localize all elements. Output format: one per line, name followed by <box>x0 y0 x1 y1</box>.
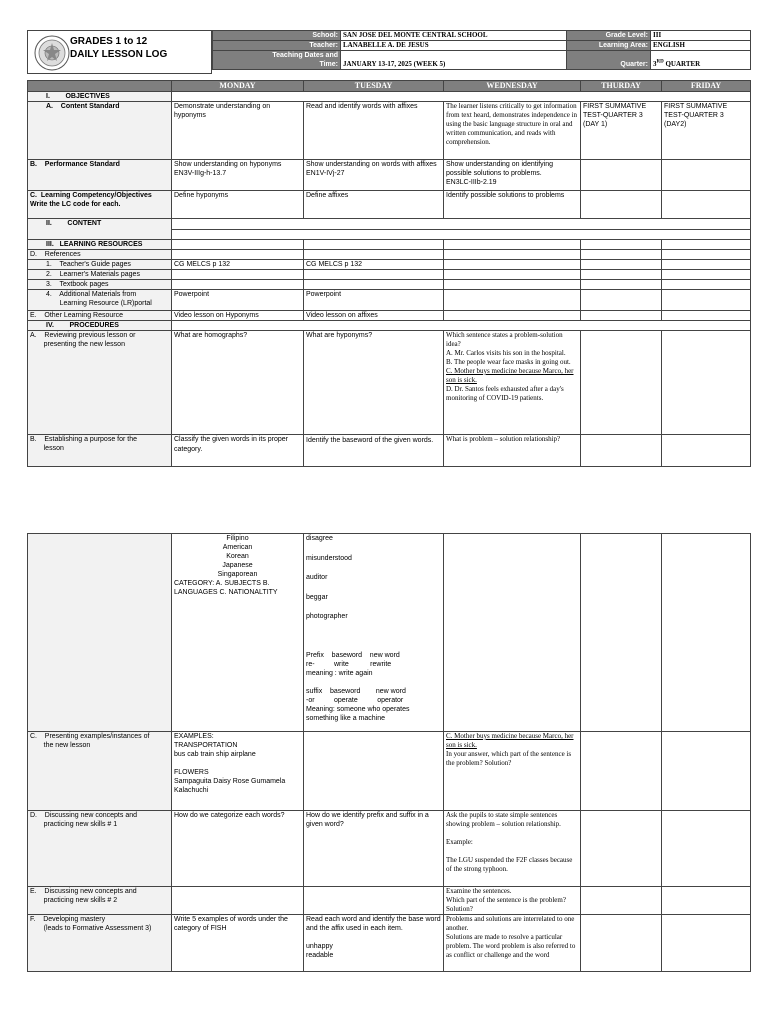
tb-monday <box>172 280 304 290</box>
content-label: II. CONTENT <box>28 219 172 240</box>
lr-tuesday <box>304 240 444 250</box>
tg-wednesday <box>444 260 581 270</box>
lc-tuesday: Define affixes <box>304 191 444 219</box>
lc-thursday <box>581 191 662 219</box>
refs-monday <box>172 250 304 260</box>
lesson-table-page2 <box>27 533 751 972</box>
references-label: D. References <box>28 250 172 260</box>
refs-tuesday <box>304 250 444 260</box>
d2-wednesday: Examine the sentences. Which part of the sentence is the problem? Solution? <box>444 887 581 915</box>
review-wed-option-d: D. Dr. Santos feels exhausted after a day's monitoring of COVID-19 patients. <box>446 385 564 402</box>
cont-thursday <box>581 534 662 732</box>
procedures-row <box>28 321 751 331</box>
tg-friday <box>662 260 751 270</box>
m-wednesday: Problems and solutions are interrelated to one another. Solutions are made to resolve a particular problem. The word problem is also referred to as conflict or challenge and the word <box>444 915 581 972</box>
ps-monday: Show understanding on hyponyms EN3V-IIIg-h-13.7 <box>172 160 304 191</box>
m-tuesday: Read each word and identify the base word and the affix used in each item. unhappy readable <box>304 915 444 972</box>
d2-monday <box>172 887 304 915</box>
other-resource-row <box>28 311 751 321</box>
school-label: School: <box>213 31 341 41</box>
review-wed-options: Which sentence states a problem-solution idea? A. Mr. Carlos visits his son in the hospital. B. The people wear face masks in going out. <box>446 331 571 366</box>
school-value: SAN JOSE DEL MONTE CENTRAL SCHOOL <box>341 31 567 41</box>
pres-wed-question: In your answer, which part of the sentence is the problem? Solution? <box>446 750 572 767</box>
lm-monday <box>172 270 304 280</box>
title-daily-lesson-log: DAILY LESSON LOG <box>70 49 168 60</box>
lc-friday <box>662 191 751 219</box>
presenting-label: C. Presenting examples/instances of the new lesson <box>28 732 172 811</box>
lm-friday <box>662 270 751 280</box>
prefix-example: Prefix baseword new word re- write rewrite meaning : write again <box>306 652 400 678</box>
ps-friday <box>662 160 751 191</box>
day-wednesday: WEDNESDAY <box>444 81 581 92</box>
review-monday: What are homographs? <box>172 331 304 435</box>
cs-tuesday: Read and identify words with affixes <box>304 102 444 160</box>
review-tuesday: What are hyponyms? <box>304 331 444 435</box>
refs-thursday <box>581 250 662 260</box>
content-row <box>28 219 751 230</box>
tb-thursday <box>581 280 662 290</box>
objectives-label: I. OBJECTIVES <box>28 92 172 102</box>
reviewing-row <box>28 331 751 435</box>
reviewing-label: A. Reviewing previous lesson or presenting the new lesson <box>28 331 172 435</box>
teacher-label: Teacher: <box>213 41 341 51</box>
pres-friday <box>662 732 751 811</box>
day-friday: FRIDAY <box>662 81 751 92</box>
pres-tuesday <box>304 732 444 811</box>
quarter-text: QUARTER <box>663 60 701 68</box>
or-tuesday: Video lesson on affixes <box>304 311 444 321</box>
purpose-continued-row <box>28 534 751 732</box>
purpose-wednesday: What is problem – solution relationship? <box>444 435 581 467</box>
learning-competency-row <box>28 191 751 219</box>
d1-wednesday: Ask the pupils to state simple sentences showing problem – solution relationship. Example: The LGU suspended the F2F classes because of the strong typhoon. <box>444 811 581 887</box>
day-thursday: THURDAY <box>581 81 662 92</box>
procedures-label: IV. PROCEDURES <box>28 321 172 331</box>
lesson-table-page1 <box>27 80 751 467</box>
pres-monday: EXAMPLES: TRANSPORTATION bus cab train ship airplane FLOWERS Sampaguita Daisy Rose Gumamela Kalachuchi <box>172 732 304 811</box>
quarter-num: 3 <box>653 60 657 68</box>
lm-thursday <box>581 270 662 280</box>
teacher-value: LANABELLE A. DE JESUS <box>341 41 567 51</box>
review-friday <box>662 331 751 435</box>
am-monday: Powerpoint <box>172 290 304 311</box>
textbook-label: 3. Textbook pages <box>28 280 172 290</box>
content-standard-row <box>28 102 751 160</box>
or-wednesday <box>444 311 581 321</box>
or-friday <box>662 311 751 321</box>
tb-wednesday <box>444 280 581 290</box>
d1-friday <box>662 811 751 887</box>
purpose-thursday <box>581 435 662 467</box>
day-monday: MONDAY <box>172 81 304 92</box>
tg-thursday <box>581 260 662 270</box>
spacer-2 <box>306 678 441 687</box>
purpose-friday <box>662 435 751 467</box>
purpose-label: B. Establishing a purpose for the lesson <box>28 435 172 467</box>
pres-wednesday <box>444 732 581 811</box>
purpose-row <box>28 435 751 467</box>
cont-monday <box>172 534 304 732</box>
lr-thursday <box>581 240 662 250</box>
cont-wednesday <box>444 534 581 732</box>
cs-monday: Demonstrate understanding on hyponyms <box>172 102 304 160</box>
lm-tuesday <box>304 270 444 280</box>
am-wednesday <box>444 290 581 311</box>
cont-tuesday <box>304 534 444 732</box>
tg-monday: CG MELCS p 132 <box>172 260 304 270</box>
refs-wednesday <box>444 250 581 260</box>
area-value: ENGLISH <box>651 41 751 51</box>
m-friday <box>662 915 751 972</box>
suffix-example: suffix baseword new word -or operate operator Meaning: someone who operates something like a machine <box>306 688 410 723</box>
pres-wed-sentence: C. Mother buys medicine because Marco, her son is sick. <box>446 732 574 749</box>
learning-competency-label: C. Learning Competency/Objectives Write the LC code for each. <box>28 191 172 219</box>
review-thursday <box>581 331 662 435</box>
discussing1-label: D. Discussing new concepts and practicing new skills # 1 <box>28 811 172 887</box>
cs-wednesday: The learner listens critically to get information from text heard, demonstrates independence in using the basic language structure in oral and written communication, and reads with comprehension. <box>444 102 581 160</box>
am-tuesday: Powerpoint <box>304 290 444 311</box>
ps-thursday <box>581 160 662 191</box>
tb-tuesday <box>304 280 444 290</box>
am-friday <box>662 290 751 311</box>
ps-tuesday: Show understanding on words with affixes EN1V-IVj-27 <box>304 160 444 191</box>
other-resource-label: E. Other Learning Resource <box>28 311 172 321</box>
title-grades: GRADES 1 to 12 <box>70 36 148 47</box>
review-wednesday <box>444 331 581 435</box>
cs-friday: FIRST SUMMATIVE TEST-QUARTER 3 (DAY2) <box>662 102 751 160</box>
d1-tuesday: How do we identify prefix and suffix in a given word? <box>304 811 444 887</box>
grade-value: III <box>651 31 751 41</box>
or-thursday <box>581 311 662 321</box>
lr-wednesday <box>444 240 581 250</box>
nationality-words: Filipino American Korean Japanese Singaporean <box>217 535 258 578</box>
mastery-row <box>28 915 751 972</box>
teachers-guide-row <box>28 260 751 270</box>
quarter-value <box>651 51 751 70</box>
teachers-guide-label: 1. Teacher's Guide pages <box>28 260 172 270</box>
discussing2-label: E. Discussing new concepts and practicing new skills # 2 <box>28 887 172 915</box>
d1-monday: How do we categorize each words? <box>172 811 304 887</box>
d2-friday <box>662 887 751 915</box>
tb-friday <box>662 280 751 290</box>
dates-label <box>213 51 341 70</box>
purpose-monday: Classify the given words in its proper category. <box>172 435 304 467</box>
affix-words: disagree misunderstood auditor beggar photographer <box>306 535 352 621</box>
m-monday: Write 5 examples of words under the category of FISH <box>172 915 304 972</box>
learning-resources-row <box>28 240 751 250</box>
lr-friday <box>662 240 751 250</box>
day-tuesday: TUESDAY <box>304 81 444 92</box>
performance-standard-row <box>28 160 751 191</box>
cont-friday <box>662 534 751 732</box>
ps-wednesday: Show understanding on identifying possible solutions to problems. EN3LC-IIIb-2.19 <box>444 160 581 191</box>
lr-monday <box>172 240 304 250</box>
additional-materials-row <box>28 290 751 311</box>
lesson-log-header <box>27 30 750 74</box>
d2-tuesday <box>304 887 444 915</box>
additional-materials-label: 4. Additional Materials from Learning Resource (LR)portal <box>28 290 172 311</box>
category-list: CATEGORY: A. SUBJECTS B. LANGUAGES C. NATIONALTITY <box>174 580 278 596</box>
pres-thursday <box>581 732 662 811</box>
content-standard-label: A. Content Standard <box>28 102 172 160</box>
learners-materials-label: 2. Learner's Materials pages <box>28 270 172 280</box>
mastery-label: F. Developing mastery (leads to Formative Assessment 3) <box>28 915 172 972</box>
dates-value: JANUARY 13-17, 2025 (WEEK 5) <box>341 51 567 70</box>
learning-resources-label: III. LEARNING RESOURCES <box>28 240 172 250</box>
refs-friday <box>662 250 751 260</box>
title-box <box>27 30 212 74</box>
cs-thursday: FIRST SUMMATIVE TEST-QUARTER 3 (DAY 1) <box>581 102 662 160</box>
objectives-row <box>28 92 751 102</box>
grade-label: Grade Level: <box>567 31 651 41</box>
references-row <box>28 250 751 260</box>
m-thursday <box>581 915 662 972</box>
purpose-tuesday: Identify the baseword of the given words. <box>304 435 444 467</box>
learners-materials-row <box>28 270 751 280</box>
corner-cell <box>28 81 172 92</box>
performance-standard-label: B. Performance Standard <box>28 160 172 191</box>
lc-wednesday: Identify possible solutions to problems <box>444 191 581 219</box>
content-empty-1 <box>172 219 751 230</box>
discussing1-row <box>28 811 751 887</box>
textbook-row <box>28 280 751 290</box>
discussing2-row <box>28 887 751 915</box>
deped-seal-icon <box>34 35 70 71</box>
or-monday: Video lesson on Hyponyms <box>172 311 304 321</box>
procedures-empty <box>172 321 751 331</box>
lm-wednesday <box>444 270 581 280</box>
dates-label-line1: Teaching Dates and <box>272 52 338 59</box>
dates-label-line2: Time: <box>319 61 338 68</box>
purpose-continued-label <box>28 534 172 732</box>
content-empty-2 <box>172 230 751 240</box>
quarter-label: Quarter: <box>567 51 651 70</box>
area-label: Learning Area: <box>567 41 651 51</box>
am-thursday <box>581 290 662 311</box>
d1-thursday <box>581 811 662 887</box>
objectives-empty <box>172 92 751 102</box>
lc-monday: Define hyponyms <box>172 191 304 219</box>
review-wed-answer: C. Mother buys medicine because Marco, her son is sick. <box>446 367 574 384</box>
day-header-row <box>28 81 751 92</box>
spacer <box>306 622 441 651</box>
quarter-sup: RD <box>656 59 664 65</box>
d2-thursday <box>581 887 662 915</box>
info-table <box>212 30 751 70</box>
tg-tuesday: CG MELCS p 132 <box>304 260 444 270</box>
presenting-row <box>28 732 751 811</box>
